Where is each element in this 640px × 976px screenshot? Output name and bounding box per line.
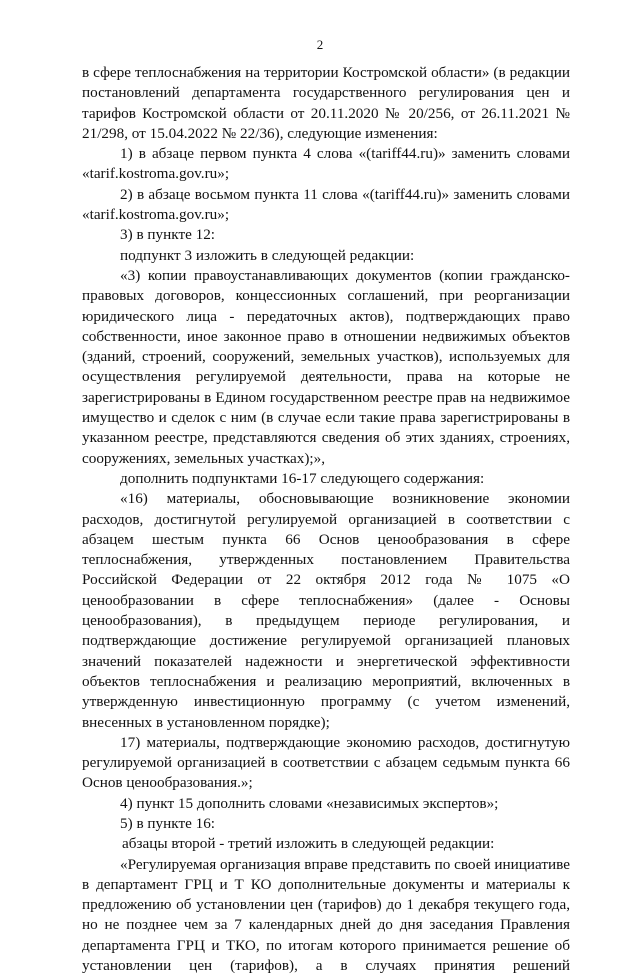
paragraph: 1) в абзаце первом пункта 4 слова «(tariff44.ru)» заменить словами «tarif.kostroma.gov.ru»; (82, 145, 570, 183)
document-body (82, 63, 570, 976)
paragraph: 17) материалы, подтверждающие экономию расходов, достигнутую регулируемой организацией в соответствии с абзацем седьмым пункта 66 Основ ценообразования.»; (82, 733, 570, 792)
paragraph: 5) в пункте 16: (120, 814, 216, 832)
paragraph: подпункт 3 изложить в следующей редакции: (120, 246, 415, 264)
paragraph: 2) в абзаце восьмом пункта 11 слова «(tariff44.ru)» заменить словами «tarif.kostroma.gov.ru»; (82, 185, 570, 224)
paragraph: «Регулируемая организация вправе представить по своей инициативе в департамент ГРЦ и Т КО дополнительные документы и материалы к предложению об установлении цен (тарифов) до 1 декабря текущего года, но не позднее чем за 7 календарных дней до дня заседания Правления департамента ГРЦ и ТКО, по итогам которого принимается решение об установлении цен (тарифов), а в случаях принятия решений (82, 855, 570, 975)
paragraph: 3) в пункте 12: (120, 226, 216, 244)
paragraph: дополнить подпунктами 16-17 следующего содержания: (120, 469, 485, 487)
paragraph: 4) пункт 15 дополнить словами «независимых экспертов»; (120, 794, 499, 812)
paragraph: «16) материалы, обосновывающие возникновение экономии расходов, достигнутой регулируемой организацией в соответствии с абзацем шестым пункта 66 Основ ценообразования в сфере теплоснабжения, утвержденных постановлением Правительства Российской Федерации от 22 октября 2012 года № 1075 «О ценообразовании в сфере теплоснабжения» (далее - Основы ценообразования), в предыдущем периоде регулирования, и подтверждающие достижение регулируемой организацией плановых значений показателей надежности и энергетической эффективности объектов теплоснабжения и реализацию мероприятий, включенных в утвержденную инвестиционную программу (с учетом изменений, внесенных в установленном порядке); (82, 490, 570, 731)
paragraph: «3) копии правоустанавливающих документов (копии гражданско-правовых договоров, концессионных соглашений, при реорганизации юридического лица - передаточных актов), подтверждающих право собственности, иное законное право в отношении недвижимых объектов (зданий, строений, сооружений, земельных участков), используемых для осуществления регулируемой деятельности, права на которые не зарегистрированы в Едином государственном реестре прав на недвижимое имущество и сделок с ним (в случае если такие права зарегистрированы в указанном реестре, представляются сведения об этих зданиях, строениях, сооружениях, земельных участках);», (82, 266, 570, 467)
page-number: 2 (316, 37, 324, 52)
paragraph: абзацы второй - третий изложить в следующей редакции: (122, 835, 495, 853)
paragraph: в сфере теплоснабжения на территории Костромской области» (в редакции постановлений департамента государственного регулирования цен и тарифов Костромской области от 20.11.2020 № 20/256, от 26.11.2021 № 21/298, от 15.04.2022 № 22/36), следующие изменения: (82, 64, 570, 142)
